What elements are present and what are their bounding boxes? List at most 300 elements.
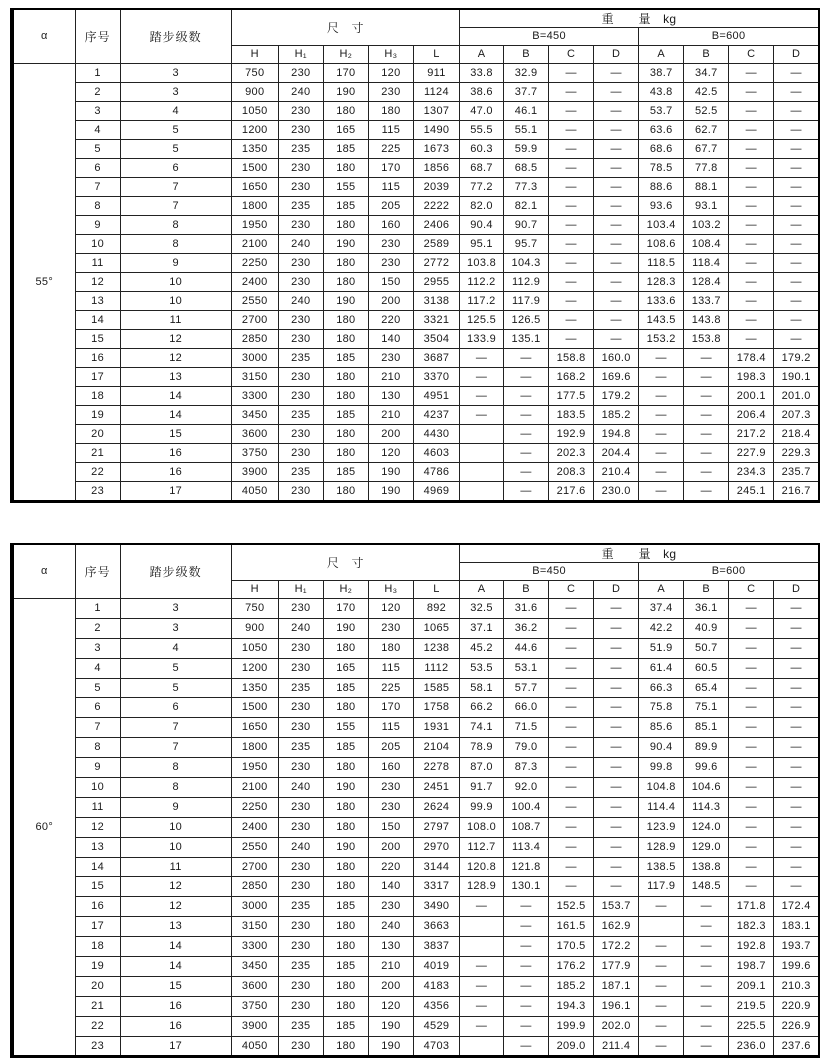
cell-b450-D: 211.4	[594, 1036, 639, 1057]
cell-b450-D: —	[594, 83, 639, 102]
cell-b450-C: —	[549, 292, 594, 311]
cell-H1: 230	[278, 658, 323, 678]
cell-H2: 190	[323, 837, 368, 857]
cell-b450-D: —	[594, 292, 639, 311]
cell-L: 1065	[413, 618, 459, 638]
cell-steps: 4	[120, 102, 231, 121]
col-header-b450-B: B	[504, 581, 549, 599]
cell-b600-C: —	[729, 330, 774, 349]
cell-b600-D: 179.2	[774, 349, 819, 368]
cell-L: 1673	[413, 140, 459, 159]
cell-H1: 240	[278, 778, 323, 798]
cell-b450-D: —	[594, 159, 639, 178]
cell-b450-D: 185.2	[594, 406, 639, 425]
cell-serial: 20	[75, 425, 120, 444]
cell-H2: 190	[323, 292, 368, 311]
cell-H2: 190	[323, 618, 368, 638]
cell-b600-D: 218.4	[774, 425, 819, 444]
cell-b600-A: 51.9	[639, 638, 684, 658]
cell-H3: 240	[368, 917, 413, 937]
cell-b600-B: 88.1	[684, 178, 729, 197]
cell-b600-B: 124.0	[684, 817, 729, 837]
cell-steps: 14	[120, 937, 231, 957]
cell-b450-D: —	[594, 778, 639, 798]
cell-b600-D: —	[774, 235, 819, 254]
cell-b600-D: 199.6	[774, 957, 819, 977]
cell-steps: 11	[120, 311, 231, 330]
col-header-b600-A: A	[639, 46, 684, 64]
cell-b450-C: 168.2	[549, 368, 594, 387]
cell-b450-B: —	[504, 406, 549, 425]
cell-b600-B: 129.0	[684, 837, 729, 857]
cell-b450-A: 74.1	[459, 718, 503, 738]
col-group-b450: B=450	[459, 28, 638, 46]
table-row	[12, 778, 819, 798]
cell-serial: 9	[75, 216, 120, 235]
cell-steps: 3	[120, 64, 231, 83]
cell-b600-B: 36.1	[684, 599, 729, 619]
cell-b600-C: —	[729, 698, 774, 718]
cell-serial: 16	[75, 349, 120, 368]
cell-b450-C: —	[549, 718, 594, 738]
cell-b450-A: 53.5	[459, 658, 503, 678]
cell-serial: 14	[75, 311, 120, 330]
cell-steps: 17	[120, 482, 231, 502]
cell-H: 4050	[231, 482, 278, 502]
cell-b600-A: —	[639, 349, 684, 368]
cell-H2: 180	[323, 877, 368, 897]
cell-b600-A: 43.8	[639, 83, 684, 102]
cell-b600-D: —	[774, 797, 819, 817]
cell-H: 2250	[231, 254, 278, 273]
cell-steps: 12	[120, 330, 231, 349]
cell-b450-B: 68.5	[504, 159, 549, 178]
cell-b600-B: —	[684, 463, 729, 482]
cell-b600-A: —	[639, 957, 684, 977]
cell-b450-D: 196.1	[594, 996, 639, 1016]
cell-steps: 14	[120, 406, 231, 425]
cell-b450-B: 87.3	[504, 758, 549, 778]
cell-H1: 230	[278, 817, 323, 837]
cell-H3: 230	[368, 797, 413, 817]
table-row	[12, 102, 819, 121]
cell-b450-C: 192.9	[549, 425, 594, 444]
cell-H3: 120	[368, 599, 413, 619]
cell-b600-A: 99.8	[639, 758, 684, 778]
cell-H2: 180	[323, 444, 368, 463]
cell-b600-A: 61.4	[639, 658, 684, 678]
table-row	[12, 140, 819, 159]
cell-b450-B: —	[504, 976, 549, 996]
cell-b450-A: 125.5	[459, 311, 503, 330]
col-header-b600-D: D	[774, 581, 819, 599]
cell-b450-D: —	[594, 817, 639, 837]
cell-b450-B: 79.0	[504, 738, 549, 758]
cell-H3: 190	[368, 1036, 413, 1057]
cell-b450-A: —	[459, 957, 503, 977]
cell-L: 2772	[413, 254, 459, 273]
cell-b450-A	[459, 425, 503, 444]
cell-b600-B: 133.7	[684, 292, 729, 311]
cell-b600-A: 85.6	[639, 718, 684, 738]
cell-H2: 180	[323, 330, 368, 349]
cell-b600-B: 103.2	[684, 216, 729, 235]
cell-L: 4183	[413, 976, 459, 996]
cell-b450-D: 194.8	[594, 425, 639, 444]
cell-b600-A: —	[639, 1016, 684, 1036]
cell-b600-D: —	[774, 64, 819, 83]
cell-H1: 230	[278, 159, 323, 178]
cell-b450-D: 172.2	[594, 937, 639, 957]
cell-serial: 5	[75, 678, 120, 698]
cell-b450-D: —	[594, 235, 639, 254]
cell-steps: 17	[120, 1036, 231, 1057]
cell-b600-A: 103.4	[639, 216, 684, 235]
cell-b450-A: —	[459, 1016, 503, 1036]
table-row	[12, 197, 819, 216]
cell-b600-D: —	[774, 778, 819, 798]
cell-H3: 190	[368, 482, 413, 502]
cell-steps: 6	[120, 698, 231, 718]
cell-H1: 240	[278, 235, 323, 254]
cell-b600-D: —	[774, 758, 819, 778]
cell-steps: 10	[120, 292, 231, 311]
col-header-b600-A: A	[639, 581, 684, 599]
cell-b450-C: —	[549, 778, 594, 798]
cell-H2: 180	[323, 817, 368, 837]
cell-b450-C: 209.0	[549, 1036, 594, 1057]
cell-b450-B: —	[504, 425, 549, 444]
cell-b600-A: 143.5	[639, 311, 684, 330]
cell-H3: 230	[368, 897, 413, 917]
cell-steps: 9	[120, 797, 231, 817]
cell-b450-A: —	[459, 996, 503, 1016]
cell-b450-B: 44.6	[504, 638, 549, 658]
cell-H2: 185	[323, 463, 368, 482]
cell-serial: 16	[75, 897, 120, 917]
cell-b450-D: 230.0	[594, 482, 639, 502]
table-row	[12, 917, 819, 937]
table-row	[12, 216, 819, 235]
cell-b450-A: 112.2	[459, 273, 503, 292]
cell-H1: 230	[278, 1036, 323, 1057]
cell-b450-A: 133.9	[459, 330, 503, 349]
table-row	[12, 618, 819, 638]
cell-L: 892	[413, 599, 459, 619]
cell-L: 4529	[413, 1016, 459, 1036]
cell-b600-B: 89.9	[684, 738, 729, 758]
alpha-value: 55°	[12, 64, 75, 502]
cell-b600-A: —	[639, 897, 684, 917]
cell-b600-D: —	[774, 618, 819, 638]
cell-b600-C: —	[729, 102, 774, 121]
cell-serial: 15	[75, 877, 120, 897]
cell-H2: 180	[323, 1036, 368, 1057]
table-row	[12, 254, 819, 273]
cell-steps: 5	[120, 121, 231, 140]
cell-b450-B: 53.1	[504, 658, 549, 678]
cell-b600-A: 133.6	[639, 292, 684, 311]
cell-L: 1585	[413, 678, 459, 698]
cell-serial: 22	[75, 463, 120, 482]
cell-serial: 2	[75, 83, 120, 102]
cell-H1: 230	[278, 857, 323, 877]
cell-b600-A: 118.5	[639, 254, 684, 273]
cell-L: 4969	[413, 482, 459, 502]
cell-H1: 235	[278, 349, 323, 368]
cell-H: 1350	[231, 140, 278, 159]
cell-b600-B: 148.5	[684, 877, 729, 897]
cell-b450-A: 77.2	[459, 178, 503, 197]
cell-steps: 8	[120, 235, 231, 254]
col-header-H: H	[231, 581, 278, 599]
cell-b450-D: —	[594, 658, 639, 678]
cell-b600-C: 217.2	[729, 425, 774, 444]
cell-H1: 230	[278, 917, 323, 937]
cell-b450-D: —	[594, 758, 639, 778]
cell-b600-A: —	[639, 996, 684, 1016]
cell-b600-C: 192.8	[729, 937, 774, 957]
table-row	[12, 463, 819, 482]
cell-b600-A: —	[639, 444, 684, 463]
cell-b450-C: 170.5	[549, 937, 594, 957]
cell-serial: 18	[75, 937, 120, 957]
cell-b600-B: —	[684, 1016, 729, 1036]
cell-H1: 235	[278, 1016, 323, 1036]
cell-b450-B: 100.4	[504, 797, 549, 817]
cell-b450-A: 38.6	[459, 83, 503, 102]
cell-steps: 10	[120, 273, 231, 292]
cell-steps: 6	[120, 159, 231, 178]
cell-H3: 230	[368, 618, 413, 638]
cell-b450-A: 91.7	[459, 778, 503, 798]
cell-steps: 8	[120, 778, 231, 798]
cell-steps: 7	[120, 718, 231, 738]
cell-b600-A: 138.5	[639, 857, 684, 877]
cell-b450-B: —	[504, 1016, 549, 1036]
cell-H2: 185	[323, 957, 368, 977]
cell-b600-B: 62.7	[684, 121, 729, 140]
cell-b600-A: 75.8	[639, 698, 684, 718]
cell-L: 1856	[413, 159, 459, 178]
cell-L: 2970	[413, 837, 459, 857]
cell-b450-C: 161.5	[549, 917, 594, 937]
cell-H2: 185	[323, 897, 368, 917]
cell-H3: 230	[368, 235, 413, 254]
cell-b600-D: —	[774, 330, 819, 349]
col-header-H1: H₁	[278, 46, 323, 64]
cell-b600-A: 53.7	[639, 102, 684, 121]
cell-H2: 185	[323, 197, 368, 216]
cell-b450-C: —	[549, 797, 594, 817]
cell-H3: 205	[368, 738, 413, 758]
cell-b600-B: 114.3	[684, 797, 729, 817]
cell-H3: 200	[368, 837, 413, 857]
cell-b600-B: 143.8	[684, 311, 729, 330]
cell-H1: 240	[278, 618, 323, 638]
cell-b600-A	[639, 917, 684, 937]
cell-H3: 120	[368, 64, 413, 83]
cell-H: 2550	[231, 292, 278, 311]
cell-b600-D: —	[774, 197, 819, 216]
col-header-b450-D: D	[594, 581, 639, 599]
cell-b450-A: 32.5	[459, 599, 503, 619]
cell-b600-B: —	[684, 368, 729, 387]
cell-b600-D: —	[774, 159, 819, 178]
cell-L: 4703	[413, 1036, 459, 1057]
cell-b600-B: 50.7	[684, 638, 729, 658]
cell-b600-C: —	[729, 817, 774, 837]
cell-steps: 13	[120, 368, 231, 387]
cell-b450-C: 199.9	[549, 1016, 594, 1036]
cell-L: 2104	[413, 738, 459, 758]
col-header-H2: H₂	[323, 46, 368, 64]
cell-H1: 230	[278, 937, 323, 957]
cell-b450-A: 37.1	[459, 618, 503, 638]
cell-b450-C: —	[549, 817, 594, 837]
cell-H3: 115	[368, 718, 413, 738]
cell-b450-A	[459, 482, 503, 502]
cell-b450-A	[459, 917, 503, 937]
table-row	[12, 599, 819, 619]
cell-H2: 180	[323, 216, 368, 235]
cell-steps: 12	[120, 349, 231, 368]
cell-serial: 10	[75, 235, 120, 254]
cell-b600-D: —	[774, 273, 819, 292]
table-row	[12, 718, 819, 738]
cell-b600-A: 88.6	[639, 178, 684, 197]
cell-b600-C: —	[729, 83, 774, 102]
cell-steps: 16	[120, 444, 231, 463]
cell-serial: 8	[75, 197, 120, 216]
cell-H: 3150	[231, 368, 278, 387]
cell-b600-B: —	[684, 425, 729, 444]
cell-H1: 235	[278, 406, 323, 425]
cell-b600-D: —	[774, 83, 819, 102]
cell-serial: 13	[75, 837, 120, 857]
cell-b600-A: —	[639, 482, 684, 502]
cell-b450-D: —	[594, 678, 639, 698]
cell-b450-C: —	[549, 618, 594, 638]
table-row	[12, 877, 819, 897]
cell-L: 4019	[413, 957, 459, 977]
cell-H: 2250	[231, 797, 278, 817]
cell-H1: 230	[278, 599, 323, 619]
cell-b600-D: —	[774, 254, 819, 273]
cell-b450-D: —	[594, 140, 639, 159]
cell-b450-A: 128.9	[459, 877, 503, 897]
cell-b450-C: 176.2	[549, 957, 594, 977]
table-row	[12, 406, 819, 425]
cell-H: 1800	[231, 197, 278, 216]
cell-b450-B: 121.8	[504, 857, 549, 877]
cell-b600-D: —	[774, 121, 819, 140]
cell-H: 2700	[231, 857, 278, 877]
cell-b600-D: 207.3	[774, 406, 819, 425]
cell-L: 2222	[413, 197, 459, 216]
cell-b600-D: —	[774, 678, 819, 698]
cell-b600-B: 85.1	[684, 718, 729, 738]
table-row	[12, 83, 819, 102]
cell-b600-B: —	[684, 996, 729, 1016]
cell-b600-C: 200.1	[729, 387, 774, 406]
cell-H: 3300	[231, 937, 278, 957]
cell-H3: 200	[368, 976, 413, 996]
cell-serial: 5	[75, 140, 120, 159]
cell-H3: 190	[368, 463, 413, 482]
cell-H2: 190	[323, 235, 368, 254]
cell-b450-A: 112.7	[459, 837, 503, 857]
cell-b450-C: —	[549, 857, 594, 877]
cell-serial: 8	[75, 738, 120, 758]
cell-H: 1050	[231, 638, 278, 658]
cell-b600-A: 38.7	[639, 64, 684, 83]
cell-b600-D: —	[774, 216, 819, 235]
cell-b600-D: 183.1	[774, 917, 819, 937]
cell-b450-A	[459, 444, 503, 463]
cell-H2: 180	[323, 387, 368, 406]
table-row	[12, 273, 819, 292]
cell-steps: 7	[120, 197, 231, 216]
cell-L: 2955	[413, 273, 459, 292]
cell-b600-C: 182.3	[729, 917, 774, 937]
cell-H: 1800	[231, 738, 278, 758]
cell-L: 4356	[413, 996, 459, 1016]
cell-b600-A: 68.6	[639, 140, 684, 159]
cell-b600-C: 178.4	[729, 349, 774, 368]
cell-b600-C: —	[729, 738, 774, 758]
table-row	[12, 425, 819, 444]
cell-H: 1200	[231, 121, 278, 140]
cell-H1: 240	[278, 83, 323, 102]
cell-L: 911	[413, 64, 459, 83]
cell-H2: 170	[323, 599, 368, 619]
cell-H1: 230	[278, 330, 323, 349]
cell-serial: 4	[75, 121, 120, 140]
cell-b600-C: —	[729, 618, 774, 638]
cell-b600-A: 128.9	[639, 837, 684, 857]
cell-H3: 140	[368, 877, 413, 897]
col-group-dimensions: 尺 寸	[231, 9, 459, 46]
cell-b450-D: 202.0	[594, 1016, 639, 1036]
cell-b450-D: —	[594, 599, 639, 619]
cell-b450-C: 177.5	[549, 387, 594, 406]
table-row	[12, 638, 819, 658]
cell-b450-A: 90.4	[459, 216, 503, 235]
cell-H: 900	[231, 618, 278, 638]
cell-L: 2451	[413, 778, 459, 798]
cell-H: 2850	[231, 877, 278, 897]
cell-b450-A: 68.7	[459, 159, 503, 178]
cell-b450-B: 55.1	[504, 121, 549, 140]
cell-b600-D: 220.9	[774, 996, 819, 1016]
cell-steps: 14	[120, 387, 231, 406]
cell-L: 4237	[413, 406, 459, 425]
cell-b450-A: 58.1	[459, 678, 503, 698]
cell-steps: 12	[120, 877, 231, 897]
cell-H3: 120	[368, 996, 413, 1016]
cell-b600-C: 171.8	[729, 897, 774, 917]
table-row	[12, 1016, 819, 1036]
cell-L: 1112	[413, 658, 459, 678]
cell-serial: 6	[75, 159, 120, 178]
cell-serial: 12	[75, 273, 120, 292]
cell-serial: 11	[75, 254, 120, 273]
cell-b450-C: 208.3	[549, 463, 594, 482]
cell-L: 3370	[413, 368, 459, 387]
cell-H1: 230	[278, 178, 323, 197]
col-group-b600: B=600	[639, 28, 819, 46]
